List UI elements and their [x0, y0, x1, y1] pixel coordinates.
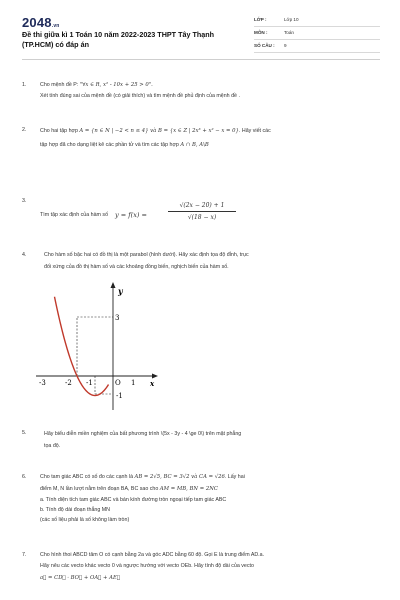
question-5-line1: Hãy biểu diễn miền nghiệm của bất phương trình \(5x - 3y - 4 \ge 0\) trên mặt phẳng [44, 431, 242, 437]
question-3-denominator: √(18 − x) [187, 214, 217, 221]
meta-key: MÔN : [254, 30, 268, 35]
q2-suffix: . Hãy viết các [238, 128, 271, 134]
fraction-bar [168, 211, 236, 212]
question-1-line1 [40, 80, 153, 90]
meta-value: Lớp 10 [284, 17, 299, 22]
parabola-graph [36, 280, 160, 410]
q2-math: A = {n ∈ N | −2 < n ≤ 4} và B = {x ∈ Z | 2x³ + x² − x = 0} [79, 128, 239, 134]
q2-prefix: Cho hai tập hợp [40, 128, 78, 134]
tick-label-x: -3 [39, 379, 46, 387]
document-title: Đề thi giữa kì 1 Toán 10 năm 2022-2023 THPT Tây Thạnh (TP.HCM) có đáp án [22, 30, 215, 49]
y-axis-arrow [111, 282, 116, 288]
tick-label-x: -2 [65, 379, 72, 387]
question-6-line1 [40, 472, 245, 482]
meta-value: 9 [284, 43, 287, 48]
question-number: 5. [22, 430, 27, 436]
meta-table [254, 14, 380, 53]
question-7-vector: a⃗ = CD⃗ · BO⃗ + OA⃗ + AE⃗ [40, 575, 121, 581]
question-6-line2 [40, 484, 218, 494]
origin-label: O [115, 379, 121, 387]
question-number: 2. [22, 127, 27, 133]
question-4-line2: đối xứng của đồ thị hàm số và các khoảng đồng biến, nghịch biến của hàm số. [44, 264, 229, 270]
tick-label-x: -1 [86, 379, 93, 387]
question-number: 4. [22, 252, 27, 258]
logo-main: 2048 [22, 15, 52, 30]
meta-key: SỐ CÂU : [254, 43, 275, 48]
q1-math: "∀x ∈ R, x² - 10x + 25 > 0". [79, 82, 153, 88]
x-axis-label: x [150, 379, 155, 388]
tick-label-x: 1 [131, 379, 136, 387]
question-7-line2: Hãy nêu các vecto khác vecto 0 và ngược hướng với vecto OEb. Hãy tính độ dài của vecto [40, 563, 254, 569]
question-number: 1. [22, 82, 27, 88]
tick-label-y: -1 [116, 392, 123, 400]
logo-sub: .vn [51, 23, 60, 29]
q6-ratios: AM = MB, BN = 2NC [159, 486, 218, 492]
question-3-numerator: √(2x − 20) + 1 [179, 202, 225, 209]
question-5-line2: tọa độ. [44, 443, 61, 449]
site-logo[interactable] [22, 15, 60, 30]
q6-sides: AB = 2√5, BC = 3√2 và CA = √26 [134, 474, 225, 480]
tick-label-y: 3 [115, 314, 120, 322]
q6-line2-prefix: điểm M, N lần lượt nằm trên đoạn BA, BC sao cho [40, 486, 159, 492]
question-number: 6. [22, 474, 27, 480]
meta-row-class [254, 14, 380, 27]
question-number: 7. [22, 552, 27, 558]
q2-sets: A ∩ B, A\B [180, 142, 209, 148]
q6-prefix: Cho tam giác ABC có số đo các cạnh là [40, 474, 134, 480]
parabola-curve [55, 297, 109, 396]
question-6-line4: b. Tính độ dài đoạn thẳng MN [40, 507, 110, 513]
meta-row-count [254, 40, 380, 53]
question-2-line2 [40, 140, 209, 150]
x-axis-arrow [152, 374, 158, 379]
q6-suffix: . Lấy hai [224, 474, 245, 480]
y-axis-label: y [118, 286, 123, 296]
header-divider [22, 59, 380, 60]
question-1-line2: Xét tính đúng sai của mệnh đề (có giải thích) và tìm mệnh đề phủ định của mệnh đề . [40, 93, 240, 99]
q2-line2-prefix: tập hợp đã cho dạng liệt kê các phần tử và tìm các tập hợp [40, 142, 179, 148]
meta-value: Toán [284, 30, 294, 35]
question-6-line3: a. Tính diện tích tam giác ABC và bán kính đường tròn ngoại tiếp tam giác ABC [40, 497, 227, 503]
q1-prefix: Cho mệnh đề P: [40, 82, 79, 88]
question-4-line1: Cho hàm số bậc hai có đồ thị là một parabol (hình dưới). Hãy xác định tọa độ đỉnh, trục [44, 252, 249, 258]
question-number: 3. [22, 198, 27, 204]
question-3-func: y = f(x) = [115, 211, 147, 219]
question-6-line5: (các số liệu phải là số không làm tròn) [40, 517, 130, 523]
meta-row-subject [254, 27, 380, 40]
question-7-line1: Cho hình thoi ABCD tâm O có cạnh bằng 2a và góc ADC bằng 60 độ. Gọi E là trung điểm AD.a. [40, 552, 265, 558]
meta-key: LỚP : [254, 17, 267, 22]
question-3-prefix: Tìm tập xác định của hàm số [40, 212, 109, 218]
question-2-line1 [40, 126, 271, 136]
